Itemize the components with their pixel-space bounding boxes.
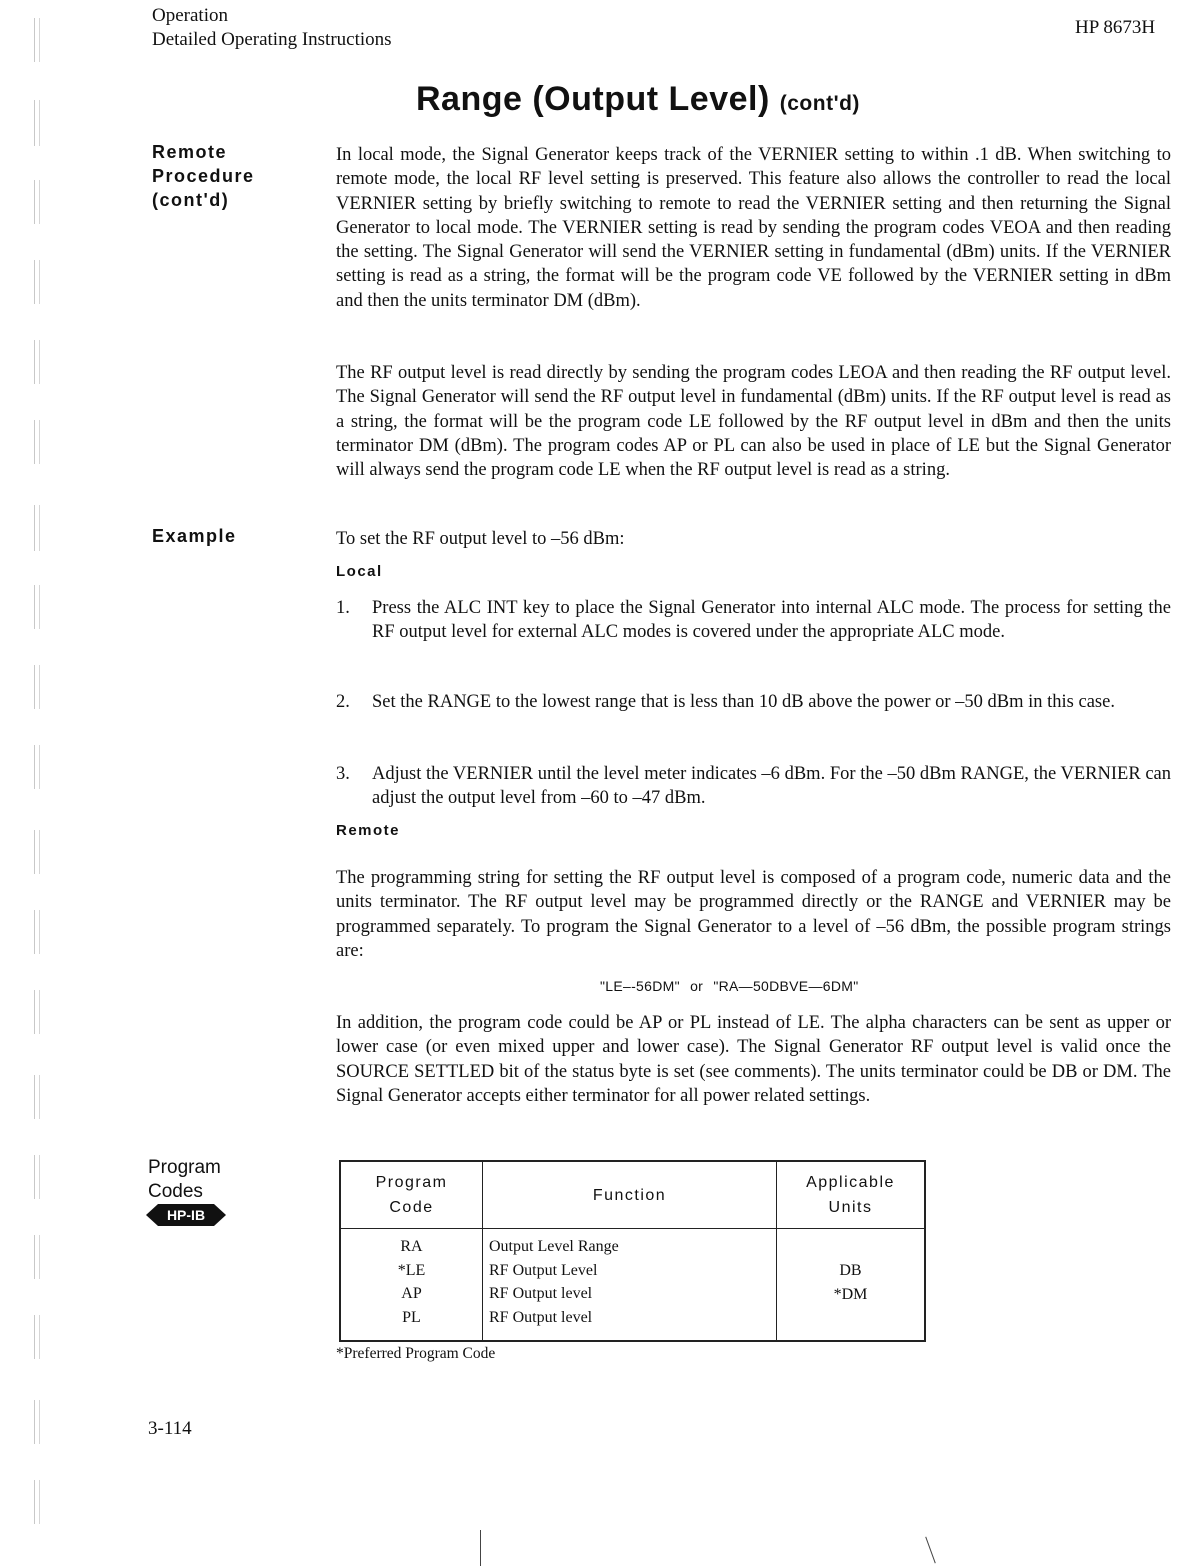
margin-mark <box>34 340 40 384</box>
margin-mark <box>34 990 40 1034</box>
margin-mark <box>34 100 40 146</box>
side-label-line: (cont'd) <box>152 190 230 210</box>
table-footnote: *Preferred Program Code <box>336 1345 496 1362</box>
step-text: Adjust the VERNIER until the level meter indicates –6 dBm. For the –50 dBm RANGE, the VERNIER can adjust the output level from –60 to –47 dBm. <box>372 764 1171 809</box>
scan-mark <box>925 1537 936 1564</box>
page-number: 3-114 <box>148 1418 192 1439</box>
margin-mark <box>34 910 40 954</box>
local-heading: Local <box>336 563 383 580</box>
margin-mark <box>34 18 40 62</box>
step-number: 2. <box>336 692 350 712</box>
margin-mark <box>34 1480 40 1524</box>
margin-mark <box>34 1155 40 1199</box>
program-codes-table <box>339 1160 926 1342</box>
function-text: RF Output level <box>489 1308 593 1326</box>
function-text: RF Output Level <box>489 1261 598 1279</box>
hpib-badge <box>146 1204 226 1224</box>
margin-mark <box>34 1235 40 1279</box>
col-header-program-code <box>340 1161 483 1229</box>
function-text: Output Level Range <box>489 1238 619 1255</box>
step-text: Press the ALC INT key to place the Signal Generator into internal ALC mode. The process for setting the RF output level for external ALC modes is covered under the appropriate ALC mode. <box>372 598 1171 643</box>
units-cell <box>777 1229 926 1342</box>
program-code: RA <box>400 1238 423 1255</box>
margin-mark <box>34 420 40 464</box>
col-header-line: Program <box>375 1174 448 1191</box>
margin-mark <box>34 180 40 224</box>
step-number: 3. <box>336 764 350 784</box>
side-label-line: Program <box>148 1157 221 1178</box>
example-intro: To set the RF output level to –56 dBm: <box>336 529 625 549</box>
program-code: AP <box>401 1285 422 1302</box>
header-section: Operation <box>152 5 228 26</box>
margin-mark <box>34 585 40 629</box>
side-label-program-codes <box>148 1156 221 1204</box>
margin-mark <box>34 830 40 874</box>
table-header-row <box>340 1161 925 1229</box>
program-string-or: or <box>690 978 704 994</box>
margin-mark <box>34 505 40 551</box>
page-title-suffix: (cont'd) <box>779 92 860 115</box>
step-number: 1. <box>336 598 350 618</box>
side-label-remote-procedure <box>152 140 255 212</box>
program-code-cell <box>340 1229 483 1342</box>
unit-text: *DM <box>833 1285 868 1303</box>
local-step-2 <box>336 690 1171 714</box>
remote-heading: Remote <box>336 822 401 839</box>
col-header-applicable-units <box>777 1161 926 1229</box>
margin-mark <box>34 665 40 709</box>
page-title <box>416 80 860 119</box>
program-string-1: "LE–-56DM" <box>600 978 680 994</box>
remote-para-2: In addition, the program code could be AP or PL instead of LE. The alpha characters can be sent as upper or lower case (or even mixed upper and lower case). The Signal Generator RF output level is valid once the SOURCE SETTLED bit of the status byte is set (see comments). The units terminator could be DB or DM. The Signal Generator accepts either terminator for all power related settings. <box>336 1013 1171 1106</box>
remote-para-1: The programming string for setting the RF output level is composed of a program code, numeric data and the units terminator. The RF output level may be programmed directly or the RANGE and VERNIER may be programmed separately. To program the Signal Generator to a level of –56 dBm, the possible program strings are: <box>336 868 1171 961</box>
side-label-line: Remote <box>152 142 228 162</box>
col-header-line: Units <box>828 1199 873 1216</box>
remote-procedure-para-2: The RF output level is read directly by sending the program codes LEOA and then reading the RF output level. The Signal Generator will send the RF output level in fundamental (dBm) units. If the RF output level is read as a string, the format will be the program code LE followed by the RF output level in dBm and then the units terminator DM (dBm). The program codes AP or PL can also be used in place of LE but the Signal Generator will always send the program code LE when the RF output level is read as a string. <box>336 363 1171 481</box>
local-step-3 <box>336 762 1171 811</box>
margin-mark <box>34 745 40 789</box>
function-cell <box>483 1229 777 1342</box>
side-label-example: Example <box>152 526 237 546</box>
program-code: *LE <box>397 1261 426 1279</box>
table-row <box>340 1229 925 1342</box>
col-header-line: Code <box>389 1199 434 1216</box>
col-header-function: Function <box>483 1161 777 1229</box>
program-string-2: "RA—50DBVE—6DM" <box>713 978 859 994</box>
header-subsection: Detailed Operating Instructions <box>152 29 392 50</box>
local-step-1 <box>336 596 1171 645</box>
function-text: RF Output level <box>489 1285 593 1302</box>
col-header-line: Applicable <box>806 1174 895 1191</box>
unit-text: DB <box>839 1262 862 1279</box>
margin-mark <box>34 1400 40 1444</box>
margin-mark <box>34 260 40 304</box>
margin-mark <box>34 1075 40 1119</box>
step-text: Set the RANGE to the lowest range that is less than 10 dB above the power or –50 dBm in this case. <box>372 692 1115 712</box>
margin-mark <box>34 1315 40 1359</box>
side-label-line: Procedure <box>152 166 255 186</box>
remote-procedure-para-1: In local mode, the Signal Generator keeps track of the VERNIER setting to within .1 dB. When switching to remote mode, the local RF level setting is preserved. This feature also allows the controller to read the local VERNIER setting by briefly switching to remote to read the VERNIER setting and then returning the Signal Generator to local mode. The VERNIER setting is read by sending the program codes VEOA and then reading the setting. The Signal Generator will send the VERNIER setting in fundamental (dBm) units. If the VERNIER setting is read as a string, the format will be the program code VE followed by the VERNIER setting in dBm and then the units terminator DM (dBm). <box>336 145 1171 311</box>
program-strings <box>600 978 858 994</box>
scan-mark <box>480 1530 481 1566</box>
side-label-line: Codes <box>148 1181 203 1202</box>
program-code: PL <box>402 1308 421 1326</box>
header-model: HP 8673H <box>1075 17 1156 38</box>
page-title-main: Range (Output Level) <box>416 80 770 118</box>
hpib-badge-label: HP-IB <box>166 1207 206 1223</box>
